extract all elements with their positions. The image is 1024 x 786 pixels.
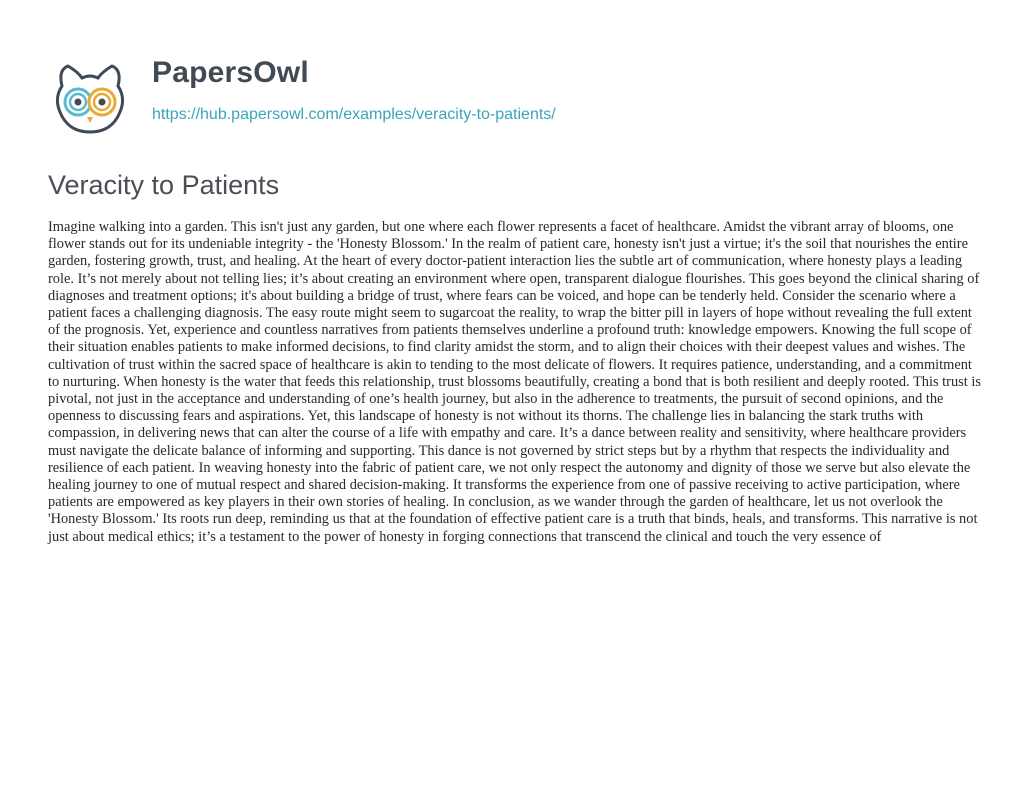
owl-left-pupil: [75, 99, 82, 106]
essay-body: Imagine walking into a garden. This isn't just any garden, but one where each flower represents a facet of healthcare. Amidst the vibrant array of blooms, one flower stands out for its undeniable integrity - the 'Honesty Blossom.' In the realm of patient care, honesty isn't just a virtue; it's the soil that nourishes the entire garden, fostering growth, trust, and healing. At the heart of every doctor-patient interaction lies the subtle art of communication, where honesty plays a leading role. It’s not merely about not telling lies; it’s about creating an environment where open, transparent dialogue flourishes. This goes beyond the clinical sharing of diagnoses and treatment options; it's about building a bridge of trust, where fears can be voiced, and hope can be tenderly held. Consider the scenario where a patient faces a challenging diagnosis. The easy route might seem to sugarcoat the reality, to wrap the bitter pill in layers of hope without revealing the full extent of the prognosis. Yet, experience and countless narratives from patients themselves underline a profound truth: knowledge empowers. Knowing the full scope of their situation enables patients to make informed decisions, to find clarity amidst the storm, and to align their choices with their deepest values and wishes. The cultivation of trust within the sacred space of healthcare is akin to tending to the most delicate of flowers. It requires patience, understanding, and a commitment to nurturing. When honesty is the water that feeds this relationship, trust blossoms beautifully, creating a bond that is both resilient and deeply rooted. This trust is pivotal, not just in the acceptance and understanding of one’s health journey, but also in the adherence to treatments, the pursuit of second opinions, and the openness to discussing fears and aspirations. Yet, this landscape of honesty is not without its thorns. The challenge lies in balancing the stark truths with compassion, in delivering news that can alter the course of a life with empathy and care. It’s a dance between reality and sensitivity, where healthcare providers must navigate the delicate balance of informing and supporting. This dance is not governed by strict steps but by a rhythm that respects the individuality and resilience of each patient. In weaving honesty into the fabric of patient care, we not only respect the autonomy and dignity of those we serve but also elevate the healing journey to one of mutual respect and shared decision-making. It transforms the experience from one of passive receiving to active participation, where patients are empowered as key players in their own stories of healing. In conclusion, as we wander through the garden of healthcare, let us not overlook the 'Honesty Blossom.' Its roots run deep, reminding us that at the foundation of effective patient care is a truth that binds, heals, and transforms. This narrative is not just about medical ethics; it’s a testament to the power of honesty in forging connections that transcend the clinical and touch the very essence of: [48, 219, 981, 545]
brand-name[interactable]: PapersOwl: [152, 56, 309, 89]
owl-right-pupil: [99, 99, 106, 106]
page-url-link[interactable]: https://hub.papersowl.com/examples/veracity-to-patients/: [152, 106, 556, 123]
site-header: [48, 46, 988, 136]
owl-logo-svg: [48, 62, 132, 136]
essay-title: Veracity to Patients: [48, 170, 280, 200]
owl-logo-icon[interactable]: [48, 62, 132, 136]
owl-beak: [87, 117, 93, 123]
